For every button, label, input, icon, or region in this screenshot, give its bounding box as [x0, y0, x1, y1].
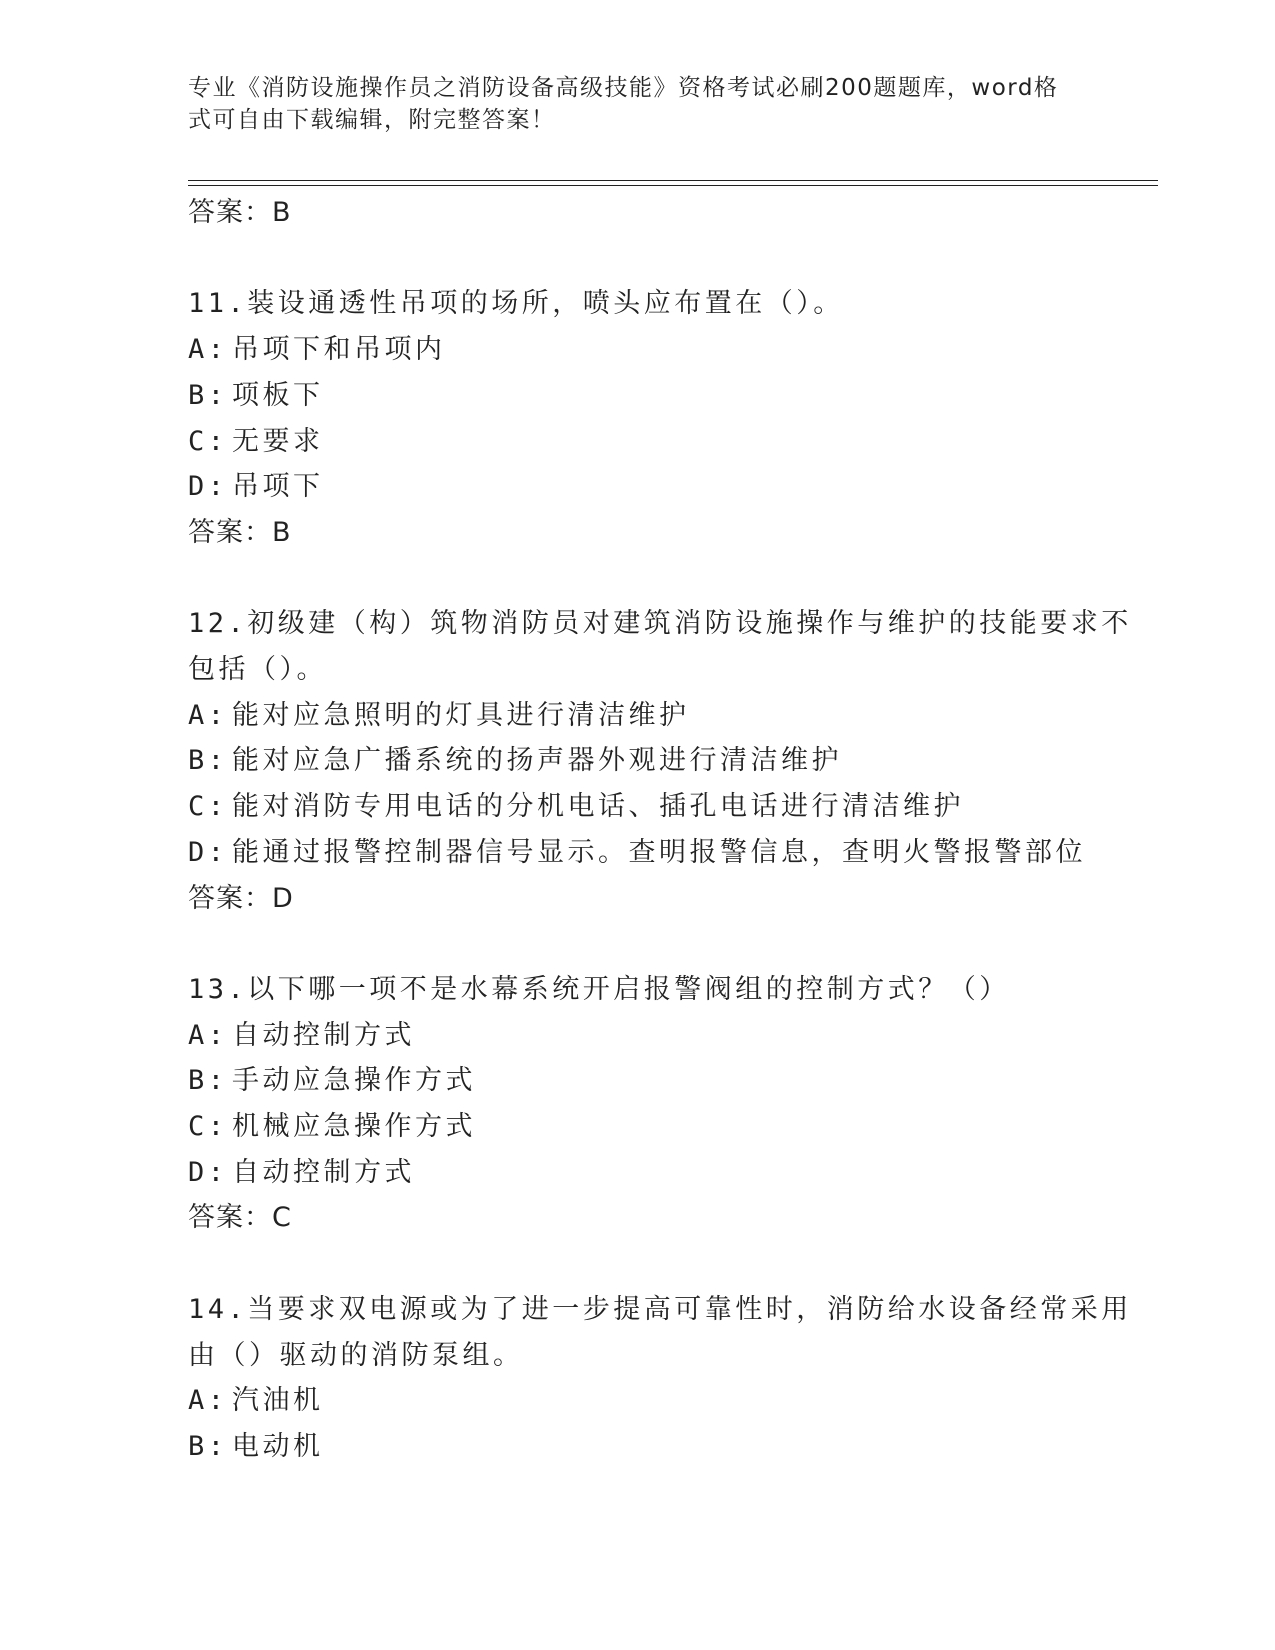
option-b	[188, 1058, 1088, 1104]
spacer	[188, 921, 1088, 967]
option-label: D:	[188, 1156, 228, 1188]
option-text: 能对应急照明的灯具进行清洁维护	[232, 699, 690, 731]
option-text: 机械应急操作方式	[232, 1111, 476, 1143]
option-b	[188, 1424, 1088, 1470]
option-label: B:	[188, 745, 228, 777]
option-text: 无要求	[232, 425, 324, 457]
question-text: 13.以下哪一项不是水幕系统开启报警阀组的控制方式？（）	[188, 973, 1010, 1005]
option-text: 能对消防专用电话的分机电话、插孔电话进行清洁维护	[232, 791, 964, 823]
option-label: B:	[188, 379, 228, 411]
header-divider-bottom	[188, 185, 1158, 186]
option-d	[188, 830, 1088, 876]
option-text: 吊项下和吊项内	[232, 334, 446, 366]
option-a	[188, 1013, 1088, 1059]
option-c	[188, 784, 1088, 830]
question-list	[188, 190, 1132, 1470]
option-label: B:	[188, 1065, 228, 1097]
option-label: C:	[188, 425, 228, 457]
question-text-continued: 包括（）。	[188, 654, 327, 685]
answer-line: 答案：D	[188, 882, 294, 914]
header-line-2: 式可自由下载编辑，附完整答案！	[188, 107, 556, 133]
option-text: 手动应急操作方式	[232, 1065, 476, 1097]
option-a	[188, 327, 1088, 373]
answer-line: 答案：C	[188, 1202, 292, 1234]
question-text-continued: 由（）驱动的消防泵组。	[188, 1339, 524, 1371]
option-label: D:	[188, 471, 228, 503]
option-a	[188, 693, 1088, 739]
previous-answer: 答案：B	[188, 197, 292, 228]
option-text: 能通过报警控制器信号显示。查明报警信息，查明火警报警部位	[232, 836, 1086, 868]
option-label: A:	[188, 1385, 228, 1417]
option-label: A:	[188, 699, 228, 731]
option-label: C:	[188, 1111, 228, 1143]
option-label: A:	[188, 1019, 228, 1051]
option-label: A:	[188, 334, 228, 366]
option-label: C:	[188, 791, 228, 823]
option-label: B:	[188, 1430, 228, 1462]
spacer	[188, 1241, 1088, 1287]
option-text: 自动控制方式	[232, 1019, 415, 1051]
question-block	[188, 967, 1088, 1241]
question-block	[188, 1287, 1132, 1470]
option-d	[188, 1150, 1088, 1196]
option-text: 吊项下	[232, 471, 324, 503]
option-b	[188, 373, 1088, 419]
question-text: 11.装设通透性吊项的场所，喷头应布置在（）。	[188, 288, 844, 320]
option-label: D:	[188, 836, 228, 868]
option-text: 自动控制方式	[232, 1156, 415, 1188]
option-text: 汽油机	[232, 1385, 324, 1417]
header-line-1: 专业《消防设施操作员之消防设备高级技能》资格考试必刷200题题库，word格	[188, 75, 1059, 101]
option-text: 电动机	[232, 1430, 324, 1462]
option-a	[188, 1378, 1088, 1424]
question-text: 14.当要求双电源或为了进一步提高可靠性时，消防给水设备经常采用	[188, 1293, 1132, 1325]
option-c	[188, 1104, 1088, 1150]
answer-line: 答案：B	[188, 516, 292, 548]
option-text: 能对应急广播系统的扬声器外观进行清洁维护	[232, 745, 842, 777]
document-header	[188, 72, 1068, 136]
question-text: 12.初级建（构）筑物消防员对建筑消防设施操作与维护的技能要求不	[188, 608, 1132, 640]
question-block	[188, 601, 1132, 921]
header-divider-top	[188, 180, 1158, 181]
option-d	[188, 464, 1088, 510]
spacer	[188, 236, 1088, 282]
spacer	[188, 556, 1088, 602]
option-b	[188, 738, 1088, 784]
option-text: 项板下	[232, 379, 324, 411]
question-block	[188, 281, 1088, 555]
option-c	[188, 419, 1088, 465]
